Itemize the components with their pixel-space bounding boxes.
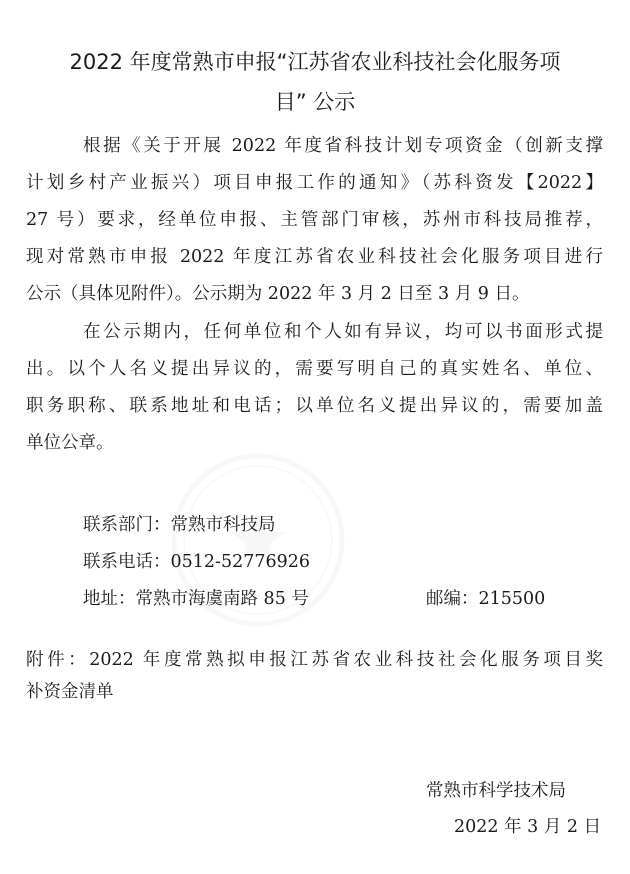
signature-date: 2022 年 3 月 2 日 (454, 817, 602, 837)
notice-title-line-1: 2022 年度常熟市申报“江苏省农业科技社会化服务项 (69, 50, 561, 74)
signature-organization: 常熟市科学技术局 (426, 781, 566, 801)
body-paragraph-2-line-4: 单位公章。 (26, 433, 114, 453)
body-paragraph-1-line-5: 公示（具体见附件）。公示期为 2022 年 3 月 2 日至 3 月 9 日。 (26, 284, 530, 304)
contact-department: 联系部门：常熟市科技局 (83, 515, 276, 535)
body-paragraph-2-line-1: 在公示期内，任何单位和个人如有异议，均可以书面形式提 (83, 322, 603, 342)
contact-address: 地址：常熟市海虞南路 85 号 (83, 589, 309, 609)
contact-phone: 联系电话：0512-52776926 (83, 552, 311, 572)
body-paragraph-1-line-2: 计划乡村产业振兴）项目申报工作的通知》（苏科资发【2022】 (26, 173, 603, 193)
body-paragraph-1-line-3: 27 号）要求，经单位申报、主管部门审核，苏州市科技局推荐， (26, 210, 603, 230)
contact-postcode: 邮编：215500 (426, 589, 546, 609)
attachment-line-2: 补资金清单 (26, 682, 114, 702)
body-paragraph-2-line-3: 职务职称、联系地址和电话；以单位名义提出异议的，需要加盖 (26, 396, 603, 416)
attachment-line-1: 附件：2022 年度常熟拟申报江苏省农业科技社会化服务项目奖 (26, 650, 603, 670)
notice-title-line-2: 目” 公示 (274, 90, 356, 114)
body-paragraph-2-line-2: 出。以个人名义提出异议的，需要写明自己的真实姓名、单位、 (26, 359, 603, 379)
body-paragraph-1-line-1: 根据《关于开展 2022 年度省科技计划专项资金（创新支撑 (83, 136, 603, 156)
body-paragraph-1-line-4: 现对常熟市申报 2022 年度江苏省农业科技社会化服务项目进行 (26, 247, 603, 267)
